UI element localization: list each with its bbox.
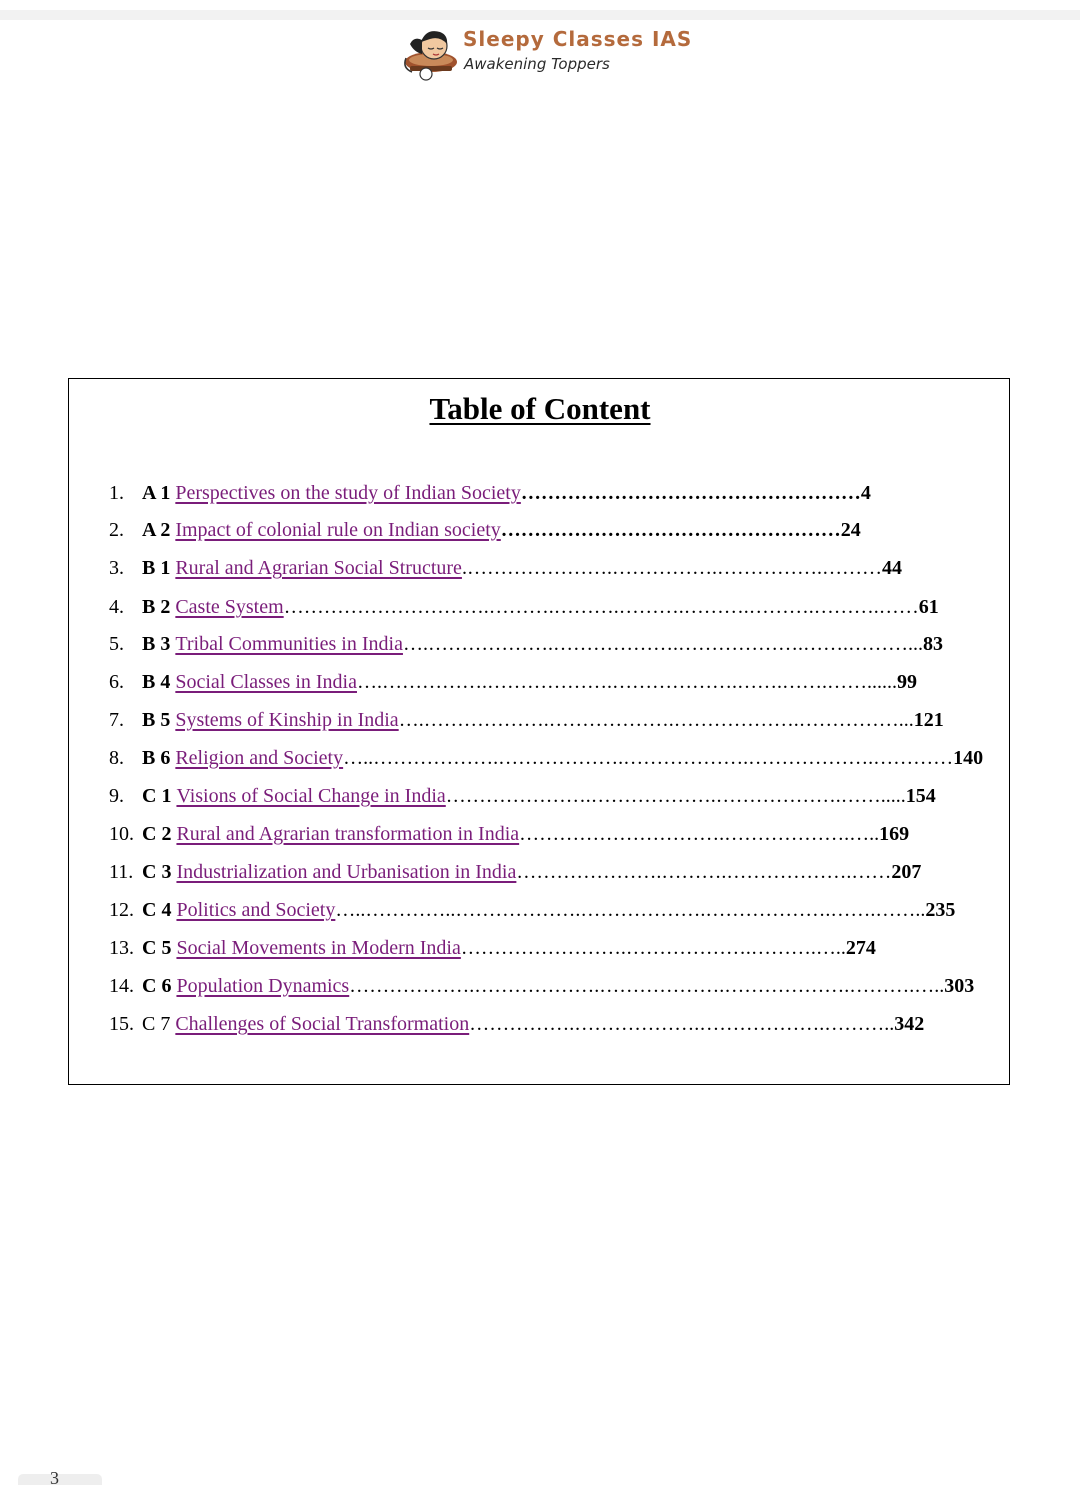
toc-title: Table of Content xyxy=(429,391,651,426)
toc-item-number: 10. xyxy=(109,823,134,845)
toc-item-page: 342 xyxy=(894,1013,925,1035)
toc-item-link[interactable]: Religion and Society xyxy=(175,747,344,769)
toc-item-leader: ………………….……………….……………….……..... xyxy=(445,785,906,807)
toc-item-leader: …………………………………………… xyxy=(500,519,841,541)
toc-item-link[interactable]: Challenges of Social Transformation xyxy=(175,1013,470,1035)
toc-item xyxy=(109,706,944,734)
toc-item-page: 99 xyxy=(896,671,917,693)
brand-name: Sleepy Classes IAS xyxy=(463,27,693,51)
toc-item-leader: …………………………………………… xyxy=(520,482,861,504)
toc-item xyxy=(109,668,917,696)
top-strip xyxy=(0,10,1080,20)
toc-item-number: 7. xyxy=(109,709,124,731)
toc-item-number: 13. xyxy=(109,937,134,959)
toc-item-number: 12. xyxy=(109,899,134,921)
toc-item-link[interactable]: Population Dynamics xyxy=(176,975,350,997)
toc-item-page: 4 xyxy=(860,482,871,504)
toc-item-link[interactable]: Social Movements in Modern India xyxy=(176,937,461,959)
toc-item xyxy=(109,479,871,507)
toc-item-code: B 4 xyxy=(142,671,171,693)
toc-item-leader: ………………….……….……………….…… xyxy=(516,861,892,883)
toc-item-leader: ….…………….……………….……………….…….…….……...... xyxy=(356,671,897,693)
toc-item-page: 24 xyxy=(840,519,861,541)
toc-item-code: C 1 xyxy=(142,785,172,807)
brand-tagline: Awakening Toppers xyxy=(464,55,610,73)
toc-item-number: 15. xyxy=(109,1013,134,1035)
toc-item-leader: …..……………….……………….……………….……………….………… xyxy=(343,747,954,769)
toc-item-page: 235 xyxy=(925,899,956,921)
toc-item-link[interactable]: Visions of Social Change in India xyxy=(176,785,446,807)
toc-item xyxy=(109,744,983,772)
toc-item-number: 5. xyxy=(109,633,124,655)
toc-item-number: 4. xyxy=(109,596,124,618)
toc-item-code: C 5 xyxy=(142,937,172,959)
toc-item-number: 1. xyxy=(109,482,124,504)
toc-item-number: 2. xyxy=(109,519,124,541)
toc-item xyxy=(109,1010,924,1038)
toc-item-page: 207 xyxy=(891,861,922,883)
toc-item xyxy=(109,593,939,621)
toc-item-number: 6. xyxy=(109,671,124,693)
toc-item-leader: ……………….……………….……………….……………….……….….. xyxy=(349,975,945,997)
toc-item-number: 9. xyxy=(109,785,124,807)
toc-item-code: C 4 xyxy=(142,899,172,921)
toc-item-code: B 6 xyxy=(142,747,171,769)
toc-item-number: 14. xyxy=(109,975,134,997)
toc-item-code: A 2 xyxy=(142,519,171,541)
toc-item-number: 11. xyxy=(109,861,134,883)
toc-item-leader: .………………….…………….…………….……… xyxy=(461,557,882,579)
toc-item xyxy=(109,972,974,1000)
toc-item-page: 154 xyxy=(905,785,936,807)
toc-item-link[interactable]: Rural and Agrarian Social Structure xyxy=(175,557,462,579)
toc-item-link[interactable]: Impact of colonial rule on Indian society xyxy=(175,519,501,541)
toc-item-code: B 3 xyxy=(142,633,171,655)
toc-item-page: 44 xyxy=(881,557,902,579)
toc-item-link[interactable]: Politics and Society xyxy=(176,899,336,921)
toc-item-leader: …………….……………….……………….……….. xyxy=(469,1013,895,1035)
toc-item-link[interactable]: Caste System xyxy=(175,596,284,618)
toc-item-leader: ………………………….……….……….……….……….……….……….…… xyxy=(283,596,919,618)
toc-item-code: B 1 xyxy=(142,557,171,579)
toc-item-link[interactable]: Social Classes in India xyxy=(175,671,357,693)
toc-item-leader: …..…………..……………….……………….……………….…….…….. xyxy=(335,899,926,921)
toc-item-code: C 3 xyxy=(142,861,172,883)
table-of-contents xyxy=(68,378,1010,1085)
page-number: 3 xyxy=(50,1468,59,1488)
brand-logo xyxy=(400,24,700,84)
toc-item-leader: …………………….……………….……….….. xyxy=(460,937,846,959)
toc-item xyxy=(109,516,861,544)
toc-item-code: A 1 xyxy=(142,482,171,504)
toc-item-page: 61 xyxy=(918,596,939,618)
page-tab xyxy=(18,1474,102,1485)
toc-item-number: 3. xyxy=(109,557,124,579)
toc-item-code: C 7 xyxy=(142,1013,171,1035)
toc-item-page: 121 xyxy=(913,709,944,731)
toc-item-link[interactable]: Rural and Agrarian transformation in India xyxy=(176,823,520,845)
toc-item-leader: ………………………….……………….….. xyxy=(519,823,880,845)
toc-item-code: C 2 xyxy=(142,823,172,845)
toc-item xyxy=(109,858,921,886)
toc-item xyxy=(109,782,936,810)
toc-item-link[interactable]: Tribal Communities in India xyxy=(175,633,403,655)
toc-item xyxy=(109,554,902,582)
toc-item-page: 274 xyxy=(845,937,876,959)
toc-item xyxy=(109,934,876,962)
toc-item xyxy=(109,896,955,924)
toc-item-code: B 2 xyxy=(142,596,171,618)
toc-item-page: 83 xyxy=(922,633,943,655)
toc-item-link[interactable]: Systems of Kinship in India xyxy=(175,709,399,731)
toc-item-code: C 6 xyxy=(142,975,172,997)
toc-item-number: 8. xyxy=(109,747,124,769)
toc-item-page: 140 xyxy=(953,747,984,769)
toc-item xyxy=(109,630,943,658)
toc-item-page: 303 xyxy=(944,975,975,997)
toc-item-link[interactable]: Industrialization and Urbanisation in India xyxy=(176,861,517,883)
toc-item xyxy=(109,820,909,848)
toc-item-code: B 5 xyxy=(142,709,171,731)
sleeping-student-logo-icon xyxy=(400,24,462,84)
toc-item-leader: ….……………….……………….……………….……………... xyxy=(398,709,914,731)
toc-item-link[interactable]: Perspectives on the study of Indian Society xyxy=(175,482,521,504)
toc-item-leader: ….……………….……………….……………….…….………... xyxy=(402,633,923,655)
toc-item-page: 169 xyxy=(879,823,910,845)
